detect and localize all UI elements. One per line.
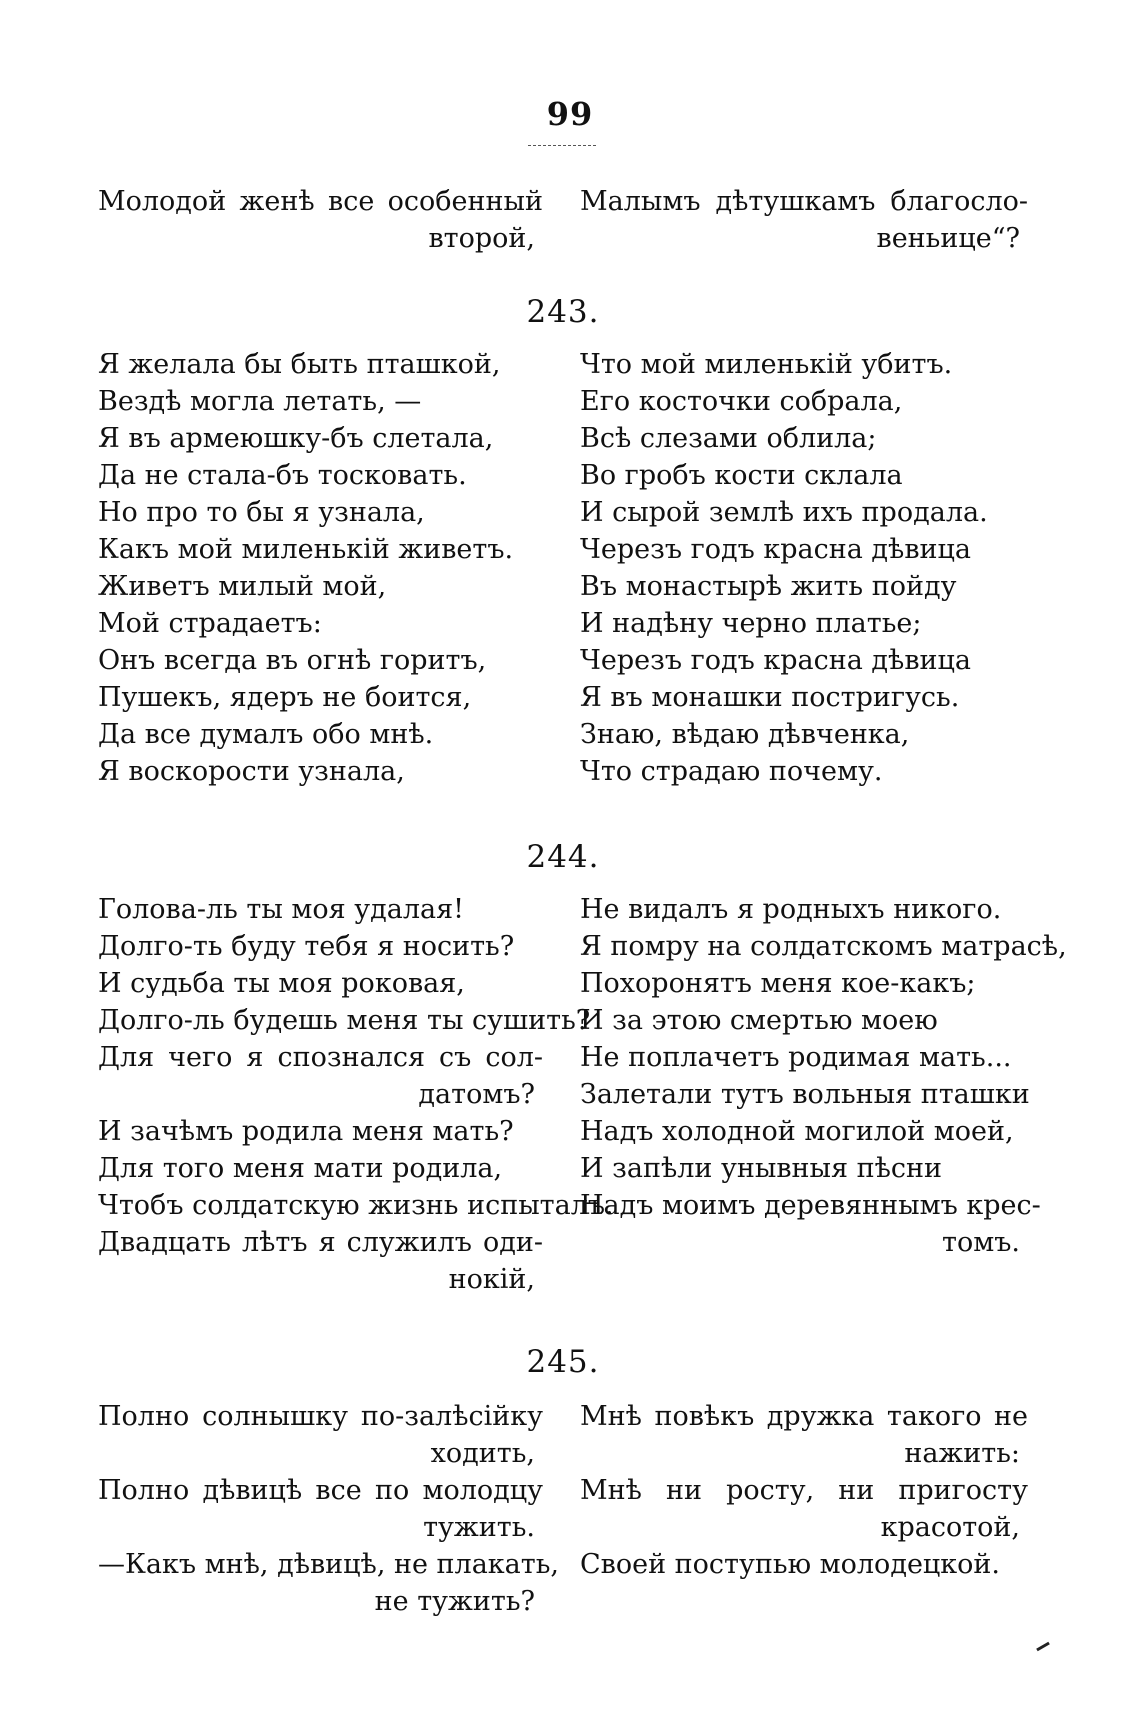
verse-continuation: красотой, xyxy=(880,1512,1020,1543)
verse-line: Не видалъ я родныхъ никого. xyxy=(580,894,1002,925)
verse-continuation: нокій, xyxy=(448,1264,535,1295)
verse-line: Залетали тутъ вольныя пташки xyxy=(580,1079,1030,1110)
verse-line: Для чего я спознался съ сол- xyxy=(98,1042,543,1073)
verse-line: И судьба ты моя роковая, xyxy=(98,968,465,999)
verse-line: Похоронятъ меня кое-какъ; xyxy=(580,968,976,999)
verse-line: Вездѣ могла летать, — xyxy=(98,386,422,417)
verse-continuation: томъ. xyxy=(942,1227,1020,1258)
verse-line: И за этою смертью моею xyxy=(580,1005,938,1036)
carryover-right xyxy=(580,183,1028,257)
song-244-left-column xyxy=(98,891,614,1298)
verse-line: Своей поступью молодецкой. xyxy=(580,1549,1000,1580)
verse-line: Да все думалъ обо мнѣ. xyxy=(98,719,434,750)
verse-line: Какъ мой миленькій живетъ. xyxy=(98,534,514,565)
verse-line: Надъ моимъ деревяннымъ крес- xyxy=(580,1190,1041,1221)
verse-line: Черезъ годъ красна дѣвица xyxy=(580,645,971,676)
carryover-left xyxy=(98,183,543,257)
verse-line: Долго-ть буду тебя я носить? xyxy=(98,931,515,962)
verse-line: И запѣли унывныя пѣсни xyxy=(580,1153,943,1184)
song-243-left-column xyxy=(98,346,543,790)
song-245-right-column xyxy=(580,1398,1028,1620)
verse-line: Я въ монашки постригусь. xyxy=(580,682,960,713)
verse-line: Въ монастырѣ жить пойду xyxy=(580,571,957,602)
verse-continuation: не тужить? xyxy=(374,1586,535,1617)
verse-line: Не поплачетъ родимая мать... xyxy=(580,1042,1012,1073)
verse-continuation: второй, xyxy=(428,223,535,254)
carryover-stanza xyxy=(98,183,1028,257)
verse-line: Двадцать лѣтъ я служилъ оди- xyxy=(98,1227,543,1258)
verse-line: Я помру на солдатскомъ матрасѣ, xyxy=(580,931,1067,962)
verse-line: Всѣ слезами облила; xyxy=(580,423,877,454)
song-244 xyxy=(98,835,1067,1298)
verse-continuation: тужить. xyxy=(423,1512,535,1543)
verse-line: Черезъ годъ красна дѣвица xyxy=(580,534,971,565)
song-245-left-column xyxy=(98,1398,559,1620)
verse-line: Живетъ милый мой, xyxy=(98,571,387,602)
verse-line: Чтобъ солдатскую жизнь испыталъ. xyxy=(98,1190,614,1221)
ink-mark xyxy=(1036,1642,1050,1652)
song-243-right-column xyxy=(580,346,1028,790)
verse-line: Что мой миленькій убитъ. xyxy=(580,349,953,380)
verse-line: Мой страдаетъ: xyxy=(98,608,322,639)
song-244-right-column xyxy=(580,891,1067,1298)
verse-line: Его косточки собрала, xyxy=(580,386,903,417)
verse-line: Голова-ль ты моя удалая! xyxy=(98,894,465,925)
verse-line: И надѣну черно платье; xyxy=(580,608,922,639)
verse-line: Я воскорости узнала, xyxy=(98,756,405,787)
verse-line: Я въ армеюшку-бъ слетала, xyxy=(98,423,494,454)
verse-line: Знаю, вѣдаю дѣвченка, xyxy=(580,719,910,750)
verse-line: Что страдаю почему. xyxy=(580,756,883,787)
verse-line: И сырой землѣ ихъ продала. xyxy=(580,497,988,528)
verse-line: Молодой женѣ все особенный xyxy=(98,186,543,217)
verse-line: И зачѣмъ родила меня мать? xyxy=(98,1116,514,1147)
verse-line: Мнѣ повѣкъ дружка такого не xyxy=(580,1401,1028,1432)
verse-line: Долго-ль будешь меня ты сушить? xyxy=(98,1005,591,1036)
verse-line: Онъ всегда въ огнѣ горитъ, xyxy=(98,645,487,676)
song-number: 244. xyxy=(526,839,600,875)
verse-line: Мнѣ ни росту, ни пригосту xyxy=(580,1475,1028,1506)
verse-continuation: датомъ? xyxy=(418,1079,535,1110)
verse-line: Для того меня мати родила, xyxy=(98,1153,503,1184)
page-number-rule xyxy=(528,145,596,146)
verse-line: Пушекъ, ядеръ не боится, xyxy=(98,682,472,713)
verse-line: Я желала бы быть пташкой, xyxy=(98,349,501,380)
verse-continuation: нажить: xyxy=(904,1438,1020,1469)
verse-line: Но про то бы я узнала, xyxy=(98,497,425,528)
verse-line: Полно дѣвицѣ все по молодцу xyxy=(98,1475,543,1506)
page-number: 99 xyxy=(546,95,594,133)
verse-continuation: веньице“? xyxy=(876,223,1020,254)
song-number: 243. xyxy=(526,294,600,330)
verse-line: Малымъ дѣтушкамъ благосло- xyxy=(580,186,1028,217)
verse-line: —Какъ мнѣ, дѣвицѣ, не плакать, xyxy=(98,1549,559,1580)
song-number: 245. xyxy=(526,1344,600,1380)
song-245 xyxy=(98,1340,1028,1620)
song-243 xyxy=(98,290,1028,790)
verse-line: Да не стала-бъ тосковать. xyxy=(98,460,467,491)
verse-line: Во гробъ кости склала xyxy=(580,460,903,491)
verse-line: Надъ холодной могилой моей, xyxy=(580,1116,1014,1147)
verse-continuation: ходить, xyxy=(430,1438,535,1469)
verse-line: Полно солнышку по-залѣсійку xyxy=(98,1401,543,1432)
